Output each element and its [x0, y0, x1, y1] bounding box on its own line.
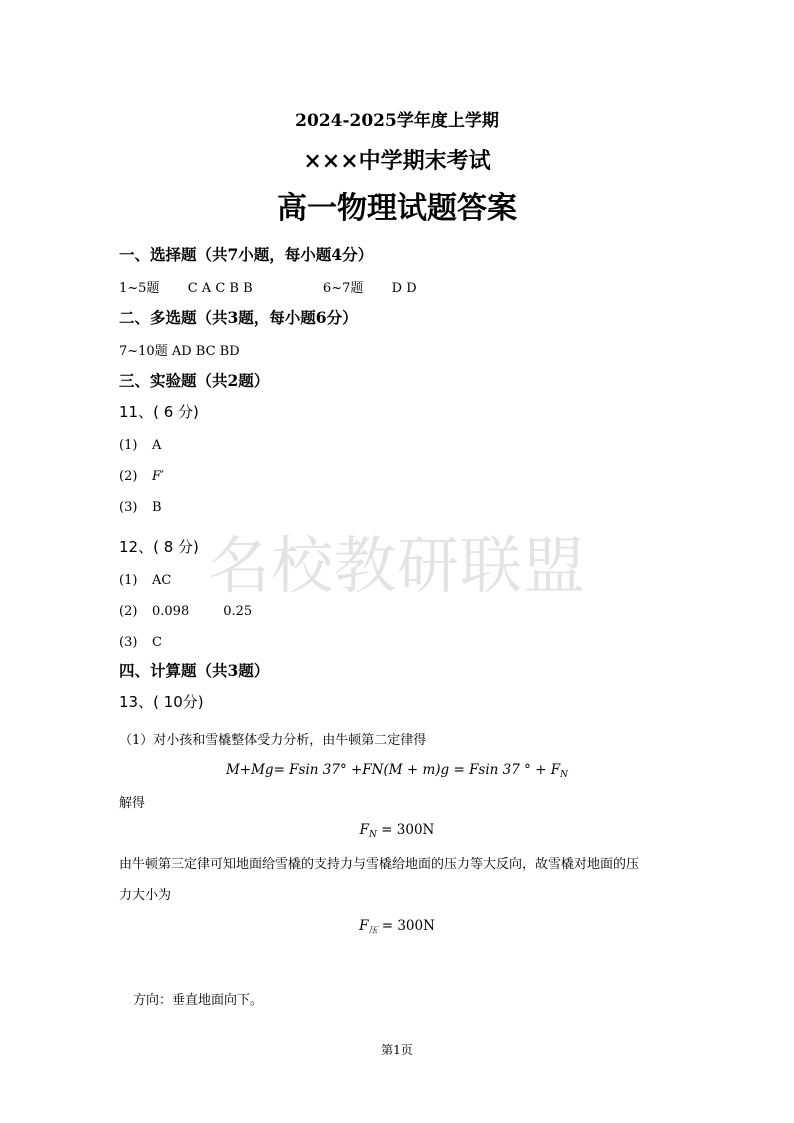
choice-answers-b: D D: [391, 281, 417, 296]
exam-school: ×××中学期末考试: [303, 148, 491, 174]
watermark: 名校教研联盟: [207, 529, 586, 602]
question-12-label: 12、( 8 分): [119, 538, 199, 556]
q13-third-law-line-2: 力大小为: [119, 888, 172, 903]
section-experiment-heading: 三、实验题（共2题）: [119, 371, 270, 390]
q13-equation-1: M+Mg= Fsin 37° +FN(M + m)g = Fsin 37 ° + $F_N$: [225, 762, 569, 780]
q13-equation-2: $F_N = 300N$: [359, 822, 435, 840]
exam-year: 2024-2025学年度上学期: [295, 111, 499, 131]
q12-item-3: (3) C: [119, 635, 162, 650]
q13-equation-3: $F_压 = 300N$: [359, 918, 435, 936]
q11-item-1: (1) A: [119, 438, 162, 453]
q13-solve-label: 解得: [119, 796, 146, 811]
page-number: 第1页: [381, 1043, 413, 1057]
q13-third-law-line: 由牛顿第三定律可知地面给雪橇的支持力与雪橇给地面的压力等大反向，故雪橇对地面的压: [119, 857, 640, 872]
section-multi-heading: 二、多选题（共3题，每小题6分）: [119, 308, 358, 327]
choice-answers-line: [119, 277, 417, 296]
document-title: 高一物理试题答案: [277, 191, 517, 226]
choice-range-b: 6~7题: [322, 281, 364, 296]
choice-answers-a: C A C B B: [187, 281, 253, 296]
multi-answers-line: 7~10题 AD BC BD: [119, 344, 240, 359]
q11-item-3: (3) B: [119, 500, 162, 515]
choice-range-a: 1~5题: [119, 281, 160, 296]
question-11-label: 11、( 6 分): [119, 403, 199, 421]
q12-item-1: (1) AC: [119, 573, 172, 588]
q13-direction: 方向：垂直地面向下。: [133, 993, 264, 1008]
q11-item-2: (2) F′: [119, 469, 164, 484]
question-13-label: 13、( 10分): [119, 693, 204, 711]
section-choice-heading: 一、选择题（共7小题，每小题4分）: [119, 245, 374, 264]
q13-analysis-line: （1）对小孩和雪橇整体受力分析，由牛顿第二定律得: [119, 733, 427, 748]
q12-item-2: (2) 0.098 0.25: [119, 604, 253, 619]
section-calc-heading: 四、计算题（共3题）: [119, 661, 270, 680]
